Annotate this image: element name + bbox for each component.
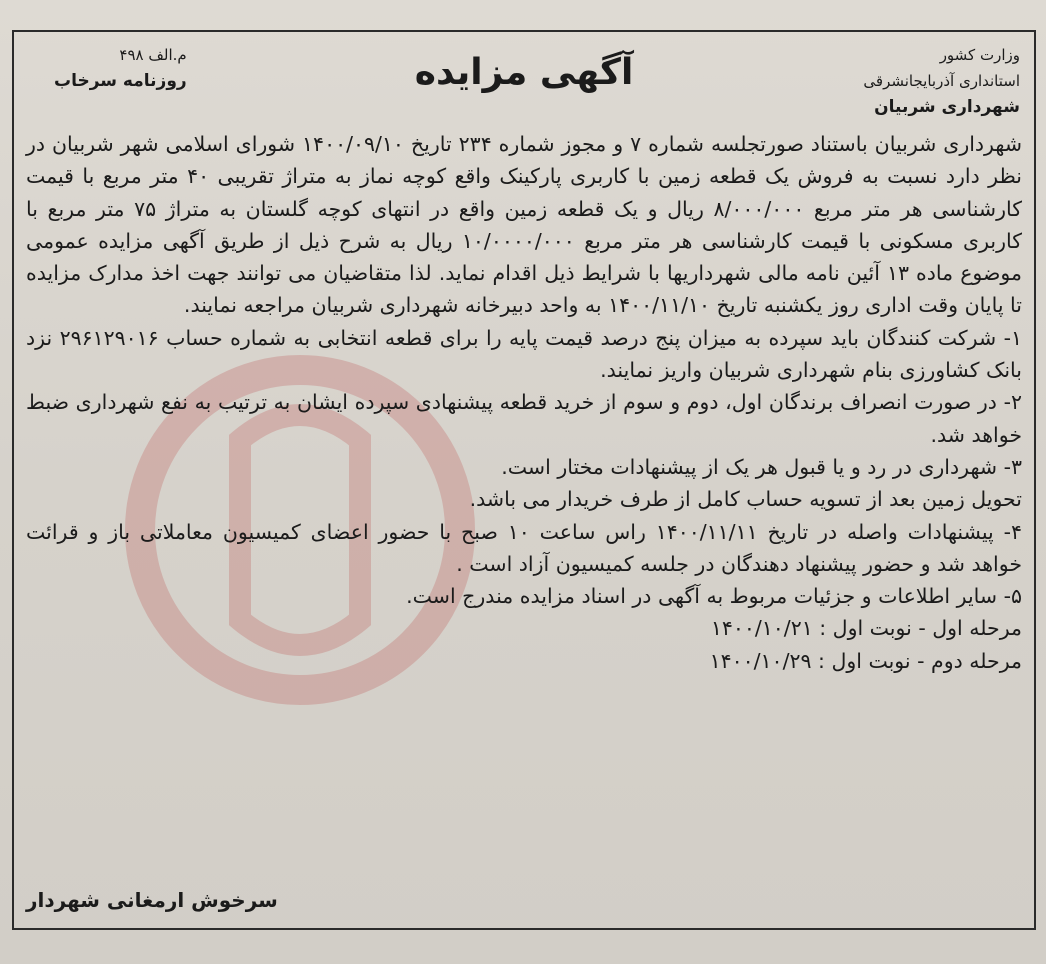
- issuer-block: [863, 42, 1020, 120]
- publication-block: [54, 42, 187, 94]
- ministry-label: وزارت کشور: [939, 46, 1020, 64]
- municipality-label: شهرداری شربیان: [874, 97, 1020, 117]
- notice-header: [14, 32, 1034, 128]
- condition-5: ۵- سایر اطلاعات و جزئیات مربوط به آگهی در اسناد مزایده مندرج است.: [406, 584, 1022, 609]
- condition-4: ۴- پیشنهادات واصله در تاریخ ۱۴۰۰/۱۱/۱۱ راس ساعت ۱۰ صبح با حضور اعضای کمیسیون معاملاتی باز و قرائت خواهد شد و حضور پیشنهاد دهندگان در جلسه کمیسیون آزاد است .: [26, 519, 1023, 576]
- governorate-label: استانداری آذربایجانشرقی: [863, 72, 1020, 90]
- mayor-signature: سرخوش ارمغانی شهردار: [26, 888, 278, 912]
- stage-1-date: مرحله اول - نوبت اول : ۱۴۰۰/۱۰/۲۱: [710, 616, 1022, 641]
- condition-1: ۱- شرکت کنندگان باید سپرده به میزان پنج درصد قیمت پایه را برای قطعه انتخابی به شماره حساب ۲۹۶۱۲۹۰۱۶ نزد بانک کشاورزی بنام شهرداری شربیان واریز نمایند.: [26, 325, 1022, 383]
- intro-paragraph: شهرداری شربیان باستناد صورتجلسه شماره ۷ و مجوز شماره ۲۳۴ تاریخ ۱۴۰۰/۰۹/۱۰ شورای اسلامی شهر شربیان در نظر دارد نسبت به فروش یک قطعه زمین با کاربری پارکینک واقع کوچه نماز به متراژ تقریبی ۴۰ متر مربع با قیمت کارشناسی هر متر مربع ۸/۰۰۰/۰۰۰ ریال و یک قطعه زمین واقع در انتهای کوچه گلستان به متراژ ۷۵ متر مربع با کاربری مسکونی با قیمت کارشناسی هر متر مربع ۱۰/۰۰۰۰/۰۰۰ ریال به شرح ذیل از طریق آگهی مزایده عمومی موضوع ماده ۱۳ آئین نامه مالی شهرداریها با شرایط ذیل اقدام نماید. لذا متقاضیان می توانند جهت اخذ مدارک مزایده تا پایان وقت اداری روز یکشنبه تاریخ ۱۴۰۰/۱۱/۱۰ به واحد دبیرخانه شهرداری شربیان مراجعه نمایند.: [26, 132, 1022, 318]
- stage-2-date: مرحله دوم - نوبت اول : ۱۴۰۰/۱۰/۲۹: [709, 648, 1022, 673]
- notice-title: آگهی مزایده: [414, 52, 634, 93]
- notice-body: [26, 128, 1022, 677]
- condition-3-note: تحویل زمین بعد از تسویه حساب کامل از طرف خریدار می باشد.: [469, 487, 1022, 512]
- notice-code: م.الف ۴۹۸: [119, 46, 187, 64]
- newspaper-name: روزنامه سرخاب: [54, 71, 187, 91]
- condition-2: ۲- در صورت انصراف برندگان اول، دوم و سوم از خرید قطعه پیشنهادی سپرده ایشان به ترتیب به نفع شهرداری ضبط خواهد شد.: [26, 390, 1022, 447]
- condition-3: ۳- شهرداری در رد و یا قبول هر یک از پیشنهادات مختار است.: [501, 454, 1022, 479]
